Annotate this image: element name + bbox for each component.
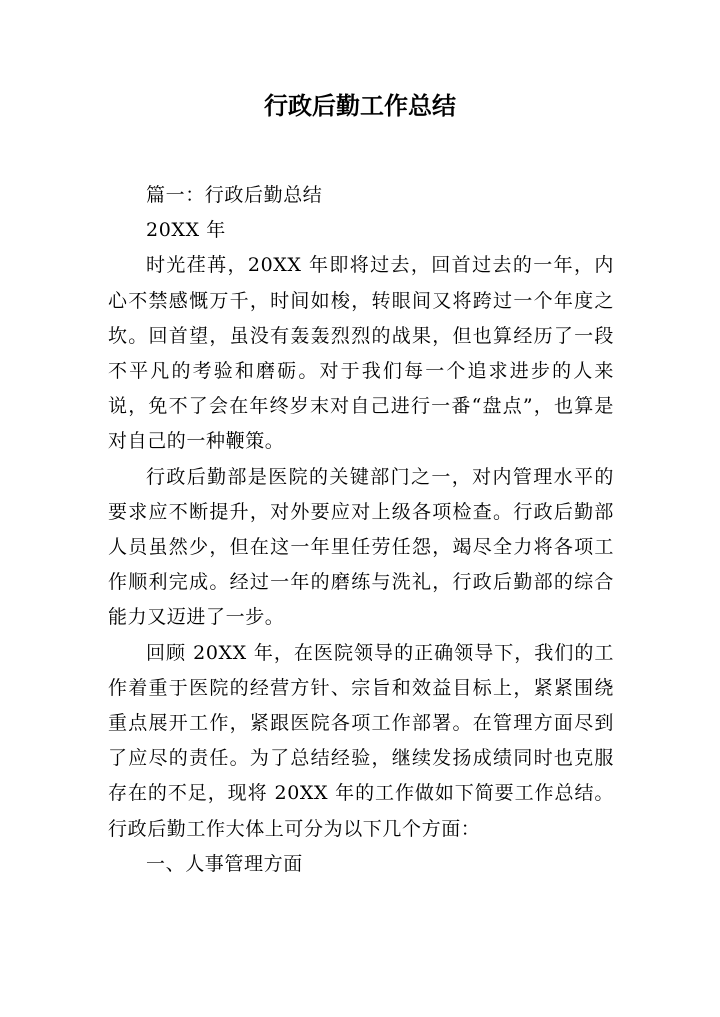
section-heading: 篇一：行政后勤总结 [146,184,323,206]
paragraph-department: 行政后勤部是医院的关键部门之一，对内管理水平的要求应不断提升，对外要应对上级各项检查。行政后勤部人员虽然少，但在这一年里任劳任怨，竭尽全力将各项工作顺利完成。经过一年的磨练与洗礼，行政后勤部的综合能力又迈进了一步。 [108,465,614,629]
document-title: 行政后勤工作总结 [264,92,456,120]
year-line: 20XX 年 [146,219,226,242]
paragraph-intro: 时光荏苒，20XX 年即将过去，回首过去的一年，内心不禁感慨万千，时间如梭，转眼间又将跨过一个年度之坎。回首望，虽没有轰轰烈烈的战果，但也算经历了一段不平凡的考验和磨砺。对于我们每一个追求进步的人来说，免不了会在年终岁末对自己进行一番“盘点”，也算是对自己的一种鞭策。 [108,254,614,453]
document-body [108,178,614,882]
subsection-heading: 一、人事管理方面 [146,852,303,875]
paragraph-review: 回顾 20XX 年，在医院领导的正确领导下，我们的工作着重于医院的经营方针、宗旨和效益目标上，紧紧围绕重点展开工作，紧跟医院各项工作部署。在管理方面尽到了应尽的责任。为了总结经验，继续发扬成绩同时也克服存在的不足，现将 20XX 年的工作做如下简要工作总结。 行政后勤工作大体上可分为以下几个方面： [108,641,614,840]
